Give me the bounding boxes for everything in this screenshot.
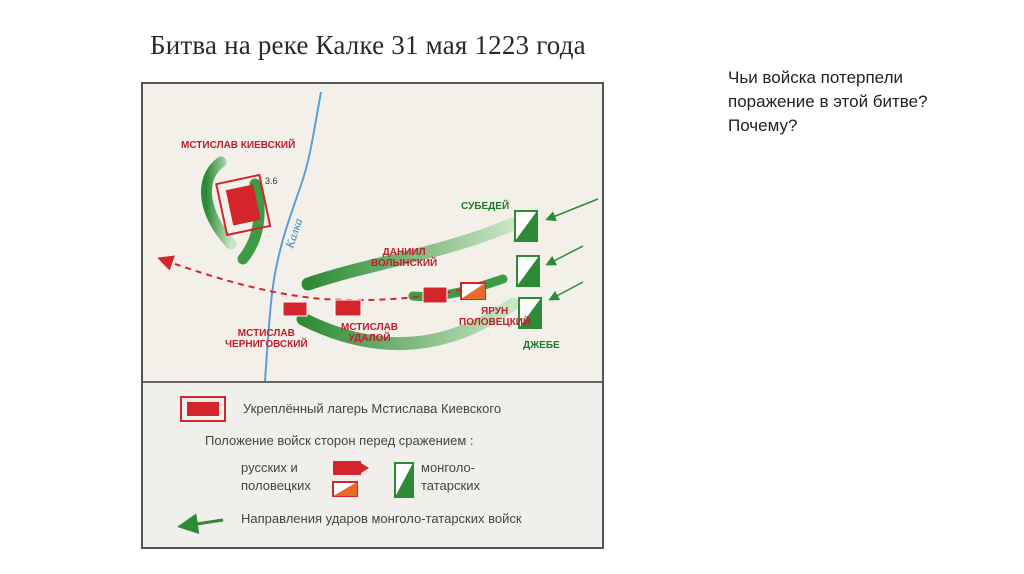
unit-udaloy bbox=[335, 300, 361, 316]
kiev-mark: 3.6 bbox=[265, 176, 278, 186]
label-kiev: МСТИСЛАВ КИЕВСКИЙ bbox=[181, 140, 296, 151]
question-line-2: поражение в этой битве? bbox=[728, 92, 928, 111]
label-yarun: ЯРУН ПОЛОВЕЦКИЙ bbox=[459, 306, 531, 328]
label-daniil: ДАНИИЛ ВОЛЫНСКИЙ bbox=[371, 247, 438, 269]
strike-arrow-2 bbox=[548, 246, 583, 264]
slide-title: Битва на реке Калке 31 мая 1223 года bbox=[150, 30, 586, 60]
legend-camp: Укреплённый лагерь Мстислава Киевского bbox=[243, 401, 502, 416]
polovtsy-unit-symbol bbox=[333, 482, 357, 496]
map-legend bbox=[143, 381, 602, 549]
rus-unit-symbol bbox=[333, 461, 369, 475]
question-line-3: Почему? bbox=[728, 116, 798, 135]
strike-arrow-3 bbox=[551, 282, 583, 299]
question-line-1: Чьи войска потерпели bbox=[728, 68, 903, 87]
question-text bbox=[728, 66, 998, 138]
strike-arrow-1 bbox=[548, 199, 598, 219]
unit-chernigov bbox=[283, 302, 307, 316]
legend-mongol: монголо- татарских bbox=[421, 460, 480, 493]
battle-map bbox=[141, 82, 604, 549]
river-label: Калка bbox=[282, 216, 306, 250]
strike-symbol bbox=[183, 520, 223, 526]
unit-yarun bbox=[461, 283, 485, 299]
label-udaloy: МСТИСЛАВ УДАЛОЙ bbox=[341, 322, 399, 344]
legend-positions: Положение войск сторон перед сражением : bbox=[205, 433, 474, 448]
mongol-unit-center bbox=[517, 256, 539, 286]
legend-rus: русских и половецких bbox=[241, 460, 311, 493]
label-jebe: ДЖЕБЕ bbox=[523, 340, 560, 351]
mongol-unit-subedei bbox=[515, 211, 537, 241]
label-subedei: СУБЕДЕЙ bbox=[461, 201, 510, 212]
mongol-unit-symbol bbox=[395, 463, 413, 497]
legend-strikes: Направления ударов монголо-татарских войск bbox=[241, 511, 522, 526]
unit-daniil bbox=[423, 287, 447, 303]
label-chernigov: МСТИСЛАВ ЧЕРНИГОВСКИЙ bbox=[225, 328, 308, 350]
